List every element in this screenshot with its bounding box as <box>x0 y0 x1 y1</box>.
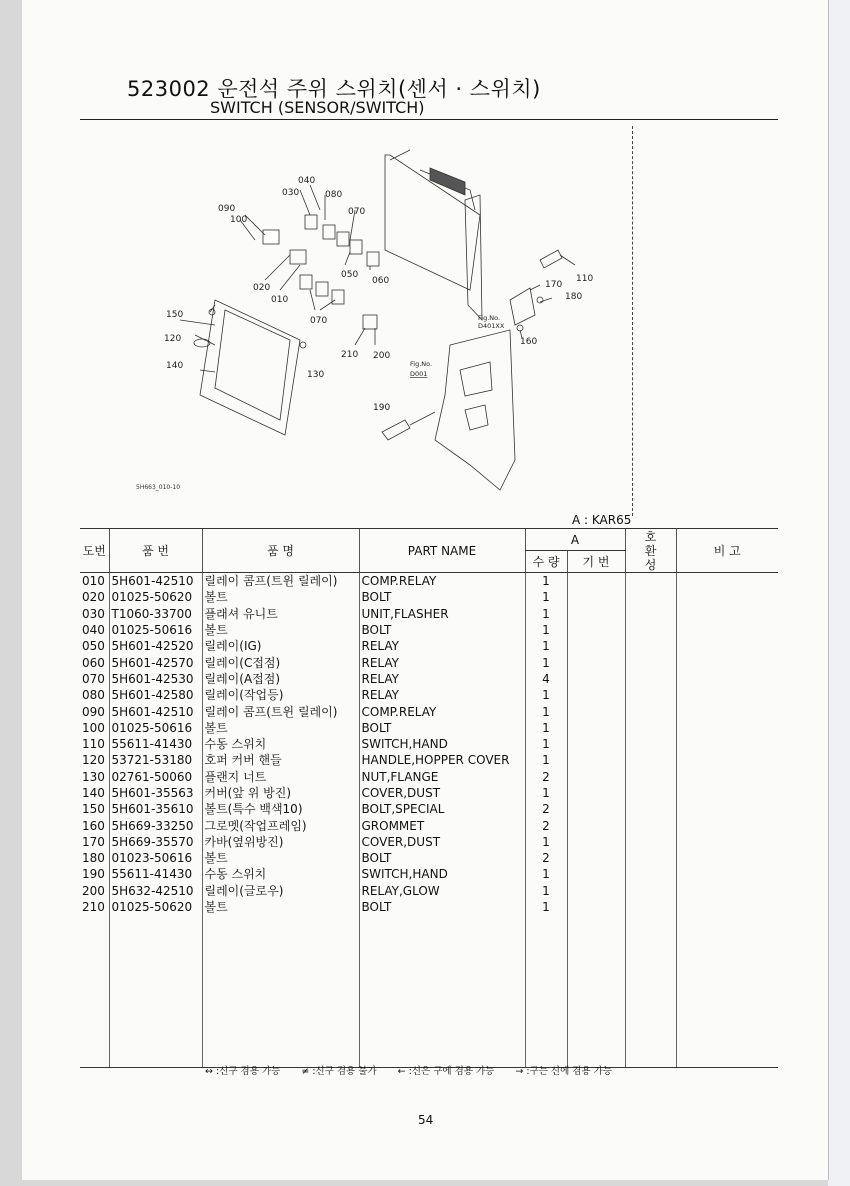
cell-qty: 2 <box>525 817 567 833</box>
cell-part-name: RELAY,GLOW <box>359 883 525 899</box>
cell-part-no: 5H601-42530 <box>109 671 202 687</box>
cell-name-ko: 수동 스위치 <box>202 866 359 882</box>
cell-compat <box>625 671 676 687</box>
fig-ref-label-2: Fig.No. <box>410 360 433 368</box>
callout-130: 130 <box>307 370 325 380</box>
relay-070b <box>337 232 349 246</box>
legend-item: ↔ :신구 겸용 가능 <box>205 1066 281 1077</box>
cell-remarks <box>676 687 778 703</box>
cell-qty: 1 <box>525 785 567 801</box>
cell-remarks <box>676 573 778 590</box>
cell-period <box>567 687 625 703</box>
cell-remarks <box>676 638 778 654</box>
cell-part-no: 5H601-42510 <box>109 573 202 590</box>
cell-remarks <box>676 866 778 882</box>
col-header-no: 도번 <box>80 529 109 573</box>
callout-170: 170 <box>545 280 563 290</box>
cell-name-ko: 릴레이(IG) <box>202 638 359 654</box>
cell-part-no: 55611-41430 <box>109 736 202 752</box>
model-note: A : KAR65 <box>572 513 632 527</box>
relay-090 <box>263 230 279 244</box>
cell-part-no: 5H632-42510 <box>109 883 202 899</box>
cell-period <box>567 785 625 801</box>
cell-remarks <box>676 589 778 605</box>
cell-qty: 1 <box>525 589 567 605</box>
cell-no: 080 <box>82 688 105 703</box>
cell-compat <box>625 769 676 785</box>
cell-period <box>567 622 625 638</box>
cell-part-name: HANDLE,HOPPER COVER <box>359 752 525 768</box>
cell-part-name: COVER,DUST <box>359 785 525 801</box>
table-row <box>80 850 778 866</box>
cell-compat <box>625 866 676 882</box>
callout-150: 150 <box>166 310 184 320</box>
callout-070b: 070 <box>310 316 328 326</box>
callout-100: 100 <box>230 215 248 225</box>
table-row <box>80 866 778 882</box>
cell-compat <box>625 883 676 899</box>
col-header-period: 기 번 <box>567 551 625 573</box>
cell-part-no: 5H601-42570 <box>109 654 202 670</box>
table-row <box>80 752 778 768</box>
cell-qty: 1 <box>525 606 567 622</box>
relay-060 <box>367 252 379 266</box>
cell-no: 180 <box>82 851 105 866</box>
cell-qty: 1 <box>525 866 567 882</box>
cell-name-ko: 플래셔 유니트 <box>202 606 359 622</box>
col-header-compat: 호 환 성 <box>625 529 676 573</box>
cell-part-name: COVER,DUST <box>359 834 525 850</box>
cell-part-no: 55611-41430 <box>109 866 202 882</box>
cell-part-no: 01025-50616 <box>109 622 202 638</box>
cell-period <box>567 883 625 899</box>
cell-remarks <box>676 703 778 719</box>
cell-qty: 1 <box>525 573 567 590</box>
cell-no: 070 <box>82 671 105 686</box>
cell-part-no: 5H601-35563 <box>109 785 202 801</box>
fig-ref-code-2: D001 <box>410 370 428 378</box>
cell-period <box>567 866 625 882</box>
legend-item: ← :신은 구에 겸용 가능 <box>397 1066 495 1077</box>
cell-no: 170 <box>82 834 105 849</box>
cell-qty: 1 <box>525 654 567 670</box>
relay-030 <box>305 215 317 229</box>
cell-name-ko: 릴레이(글로우) <box>202 883 359 899</box>
cell-part-name: BOLT,SPECIAL <box>359 801 525 817</box>
cell-remarks <box>676 622 778 638</box>
cell-compat <box>625 736 676 752</box>
cell-part-no: 5H669-35570 <box>109 834 202 850</box>
cell-compat <box>625 817 676 833</box>
callout-010: 010 <box>271 295 289 305</box>
table-row <box>80 589 778 605</box>
cell-no: 060 <box>82 655 105 670</box>
cell-compat <box>625 899 676 915</box>
callout-020: 020 <box>253 283 271 293</box>
cell-part-no: 53721-53180 <box>109 752 202 768</box>
cell-compat <box>625 850 676 866</box>
cell-name-ko: 볼트(특수 백색10) <box>202 801 359 817</box>
cell-compat <box>625 801 676 817</box>
cell-qty: 1 <box>525 703 567 719</box>
table-row <box>80 720 778 736</box>
relay-070a <box>323 225 335 239</box>
dust-cover-140 <box>200 300 300 435</box>
cell-remarks <box>676 801 778 817</box>
cell-no: 210 <box>82 900 105 915</box>
cell-no: 010 <box>82 574 105 589</box>
cell-period <box>567 606 625 622</box>
table-row <box>80 883 778 899</box>
cell-part-name: BOLT <box>359 589 525 605</box>
cell-period <box>567 638 625 654</box>
cell-part-name: NUT,FLANGE <box>359 769 525 785</box>
cell-name-ko: 릴레이(C접점) <box>202 654 359 670</box>
fig-ref-code-1: D401XX <box>478 322 505 330</box>
cell-name-ko: 그로멧(작업프레임) <box>202 817 359 833</box>
callout-140: 140 <box>166 361 184 371</box>
cell-no: 020 <box>82 590 105 605</box>
cell-part-name: BOLT <box>359 622 525 638</box>
callout-160: 160 <box>520 337 538 347</box>
table-row <box>80 834 778 850</box>
cell-part-name: COMP.RELAY <box>359 573 525 590</box>
cell-part-no: 01025-50616 <box>109 720 202 736</box>
table-row <box>80 638 778 654</box>
cell-qty: 1 <box>525 638 567 654</box>
fig-ref-label-1: Fig.No. <box>478 314 501 322</box>
cell-qty: 1 <box>525 720 567 736</box>
cell-period <box>567 899 625 915</box>
cell-part-name: BOLT <box>359 899 525 915</box>
operator-frame <box>435 330 515 490</box>
cell-part-no: 01023-50616 <box>109 850 202 866</box>
cell-compat <box>625 785 676 801</box>
cell-name-ko: 릴레이(A접점) <box>202 671 359 687</box>
bolt-180 <box>537 297 543 303</box>
cell-period <box>567 654 625 670</box>
cell-remarks <box>676 720 778 736</box>
cell-qty: 1 <box>525 736 567 752</box>
callout-210: 210 <box>341 350 359 360</box>
cell-remarks <box>676 785 778 801</box>
cell-part-name: GROMMET <box>359 817 525 833</box>
cell-compat <box>625 720 676 736</box>
cell-no: 200 <box>82 883 105 898</box>
cell-period <box>567 736 625 752</box>
table-row <box>80 606 778 622</box>
cell-qty: 2 <box>525 850 567 866</box>
cell-part-name: COMP.RELAY <box>359 703 525 719</box>
legend-item: ≠ :신구 겸용 불가 <box>301 1066 377 1077</box>
cell-period <box>567 720 625 736</box>
cell-part-name: BOLT <box>359 720 525 736</box>
cell-part-no: 5H601-42520 <box>109 638 202 654</box>
callout-180: 180 <box>565 292 583 302</box>
table-row <box>80 573 778 590</box>
cell-remarks <box>676 671 778 687</box>
cell-no: 090 <box>82 704 105 719</box>
cell-qty: 1 <box>525 883 567 899</box>
cell-compat <box>625 752 676 768</box>
cell-part-no: 5H601-42580 <box>109 687 202 703</box>
cell-compat <box>625 654 676 670</box>
cell-qty: 1 <box>525 899 567 915</box>
cell-period <box>567 834 625 850</box>
cell-compat <box>625 687 676 703</box>
cell-period <box>567 671 625 687</box>
col-header-a: A <box>525 529 625 551</box>
col-header-part-name: PART NAME <box>359 529 525 573</box>
cell-part-name: UNIT,FLASHER <box>359 606 525 622</box>
cell-no: 100 <box>82 720 105 735</box>
cell-qty: 1 <box>525 752 567 768</box>
cell-compat <box>625 573 676 590</box>
cell-name-ko: 볼트 <box>202 622 359 638</box>
cell-name-ko: 릴레이 콤프(트윈 릴레이) <box>202 573 359 590</box>
cell-part-name: RELAY <box>359 671 525 687</box>
cell-part-no: T1060-33700 <box>109 606 202 622</box>
cell-name-ko: 커버(앞 위 방진) <box>202 785 359 801</box>
cell-qty: 2 <box>525 769 567 785</box>
table-blank-area <box>80 915 778 1068</box>
cell-remarks <box>676 752 778 768</box>
table-row <box>80 736 778 752</box>
cell-period <box>567 703 625 719</box>
cell-compat <box>625 622 676 638</box>
table-row <box>80 769 778 785</box>
cell-name-ko: 릴레이(작업등) <box>202 687 359 703</box>
cell-remarks <box>676 883 778 899</box>
cell-period <box>567 769 625 785</box>
cell-no: 160 <box>82 818 105 833</box>
col-header-remarks: 비 고 <box>676 529 778 573</box>
cell-no: 050 <box>82 639 105 654</box>
cell-name-ko: 플랜지 너트 <box>202 769 359 785</box>
table-row <box>80 785 778 801</box>
relay-010 <box>290 250 306 264</box>
cell-remarks <box>676 606 778 622</box>
cell-remarks <box>676 654 778 670</box>
hand-switch-190 <box>382 420 410 440</box>
cell-name-ko: 호퍼 커버 핸들 <box>202 752 359 768</box>
cell-part-name: BOLT <box>359 850 525 866</box>
cell-part-no: 01025-50620 <box>109 899 202 915</box>
page-title-korean: 523002 운전석 주위 스위치(센서 · 스위치) <box>127 77 541 101</box>
callout-080: 080 <box>325 190 343 200</box>
cell-no: 130 <box>82 769 105 784</box>
cell-name-ko: 릴레이 콤프(트윈 릴레이) <box>202 703 359 719</box>
cell-qty: 2 <box>525 801 567 817</box>
cover-170 <box>510 288 535 325</box>
table-row <box>80 654 778 670</box>
table-row <box>80 622 778 638</box>
callout-040: 040 <box>298 176 316 186</box>
cell-remarks <box>676 834 778 850</box>
callout-090: 090 <box>218 204 236 214</box>
hand-switch-110 <box>540 250 562 268</box>
cell-name-ko: 카바(옆위방진) <box>202 834 359 850</box>
table-row <box>80 801 778 817</box>
cell-qty: 4 <box>525 671 567 687</box>
cell-name-ko: 볼트 <box>202 589 359 605</box>
cell-part-no: 5H669-33250 <box>109 817 202 833</box>
table-row <box>80 817 778 833</box>
cell-part-name: SWITCH,HAND <box>359 866 525 882</box>
cell-remarks <box>676 736 778 752</box>
title-divider <box>80 119 778 120</box>
cell-compat <box>625 638 676 654</box>
table-row <box>80 687 778 703</box>
cell-period <box>567 850 625 866</box>
callout-190: 190 <box>373 403 391 413</box>
cell-no: 140 <box>82 786 105 800</box>
cell-qty: 1 <box>525 622 567 638</box>
callout-110: 110 <box>576 274 594 284</box>
relay-200 <box>363 315 377 329</box>
cell-qty: 1 <box>525 687 567 703</box>
parts-table <box>80 528 778 1068</box>
table-row <box>80 671 778 687</box>
callout-060: 060 <box>372 276 390 286</box>
col-header-name-ko: 품 명 <box>202 529 359 573</box>
legend-item: → :구는 신에 겸용 가능 <box>515 1066 612 1077</box>
cell-remarks <box>676 850 778 866</box>
cell-part-name: RELAY <box>359 654 525 670</box>
callout-120: 120 <box>164 334 182 344</box>
cell-period <box>567 817 625 833</box>
callout-200: 200 <box>373 351 391 361</box>
cell-compat <box>625 606 676 622</box>
cell-part-no: 5H601-35610 <box>109 801 202 817</box>
figure-code: 5H663_010-10 <box>136 484 181 491</box>
diagram-callouts <box>164 176 593 413</box>
cell-part-no: 02761-50060 <box>109 769 202 785</box>
cell-part-name: SWITCH,HAND <box>359 736 525 752</box>
cell-period <box>567 589 625 605</box>
callout-030: 030 <box>282 188 300 198</box>
cell-name-ko: 볼트 <box>202 720 359 736</box>
table-row <box>80 899 778 915</box>
cell-compat <box>625 703 676 719</box>
cell-compat <box>625 834 676 850</box>
cell-no: 040 <box>82 623 105 638</box>
relay-050 <box>350 240 362 254</box>
cell-compat <box>625 589 676 605</box>
page-title-english: SWITCH (SENSOR/SWITCH) <box>210 98 425 117</box>
compatibility-legend <box>205 1063 630 1077</box>
cell-remarks <box>676 769 778 785</box>
cell-part-name: RELAY <box>359 687 525 703</box>
callout-050: 050 <box>341 270 359 280</box>
nut-130 <box>300 342 306 348</box>
col-header-qty: 수 량 <box>525 551 567 573</box>
exploded-parts-diagram <box>120 140 640 520</box>
cell-no: 110 <box>82 737 105 752</box>
table-row <box>80 703 778 719</box>
cell-no: 120 <box>82 753 105 768</box>
cell-no: 150 <box>82 802 105 817</box>
cell-period <box>567 573 625 590</box>
cell-name-ko: 볼트 <box>202 899 359 915</box>
page-edge <box>828 0 850 1186</box>
callout-070: 070 <box>348 207 366 217</box>
bolt-150 <box>209 309 215 315</box>
cell-name-ko: 볼트 <box>202 850 359 866</box>
cell-part-name: RELAY <box>359 638 525 654</box>
cell-remarks <box>676 899 778 915</box>
cell-part-no: 01025-50620 <box>109 589 202 605</box>
cell-period <box>567 801 625 817</box>
cell-part-no: 5H601-42510 <box>109 703 202 719</box>
cell-name-ko: 수동 스위치 <box>202 736 359 752</box>
col-header-part-no: 품 번 <box>109 529 202 573</box>
handle-120 <box>194 339 210 347</box>
cell-no: 030 <box>82 606 105 621</box>
cell-qty: 1 <box>525 834 567 850</box>
cell-remarks <box>676 817 778 833</box>
page-number: 54 <box>418 1113 434 1127</box>
cell-period <box>567 752 625 768</box>
cell-no: 190 <box>82 867 105 882</box>
